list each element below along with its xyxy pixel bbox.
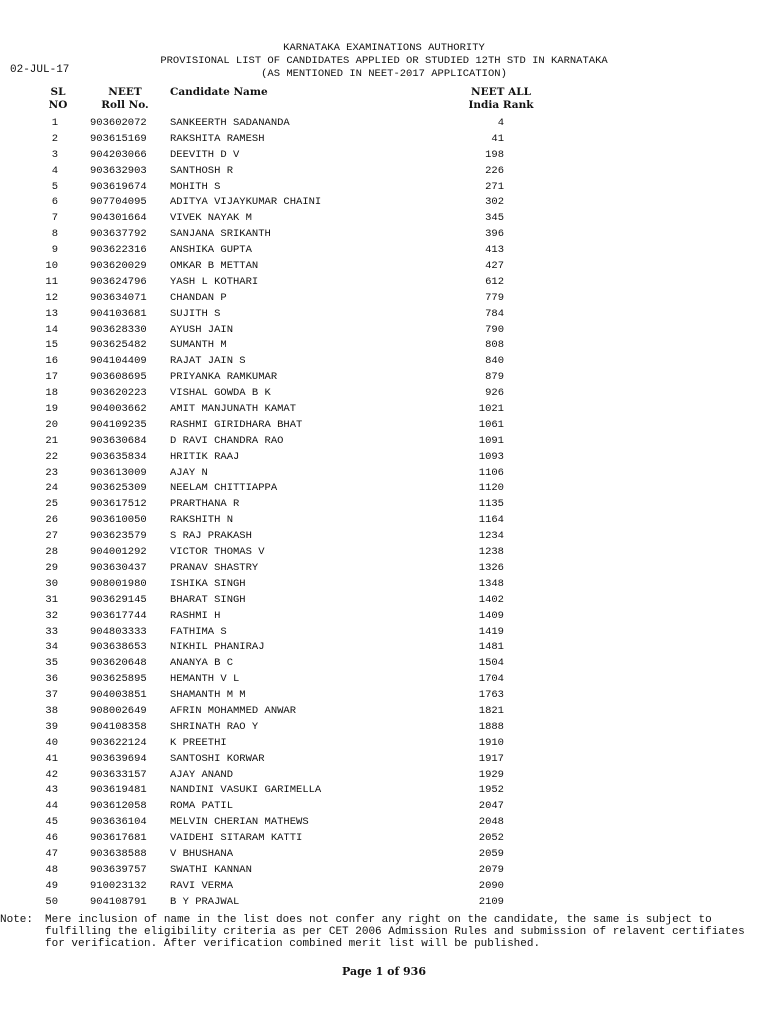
row-india-rank: 1704 xyxy=(478,673,504,686)
table-row xyxy=(0,609,768,625)
row-candidate-name: SANTOSHI KORWAR xyxy=(170,752,265,765)
table-row xyxy=(0,704,768,720)
row-roll-no: 903636104 xyxy=(90,816,147,829)
row-roll-no: 910023132 xyxy=(90,879,147,892)
table-row xyxy=(0,799,768,815)
row-sl: 24 xyxy=(45,482,58,495)
row-sl: 7 xyxy=(51,212,58,225)
row-roll-no: 903615169 xyxy=(90,132,147,145)
row-sl: 2 xyxy=(51,132,58,145)
row-candidate-name: AJAY ANAND xyxy=(170,768,234,781)
col-header-sl-line1: SL xyxy=(50,86,66,98)
row-candidate-name: RASHMI GIRIDHARA BHAT xyxy=(170,418,303,431)
row-candidate-name: ISHIKA SINGH xyxy=(170,577,246,590)
row-india-rank: 1419 xyxy=(478,625,504,638)
row-candidate-name: HEMANTH V L xyxy=(170,673,240,686)
table-row xyxy=(0,164,768,180)
row-candidate-name: AMIT MANJUNATH KAMAT xyxy=(170,403,297,416)
row-sl: 11 xyxy=(45,275,58,288)
table-row xyxy=(0,720,768,736)
row-sl: 6 xyxy=(51,196,58,209)
row-india-rank: 226 xyxy=(485,164,504,177)
table-row xyxy=(0,831,768,847)
table-row xyxy=(0,275,768,291)
row-candidate-name: SANTHOSH R xyxy=(170,164,234,177)
row-sl: 42 xyxy=(45,768,58,781)
row-sl: 13 xyxy=(45,307,58,320)
col-header-rank xyxy=(460,86,542,112)
table-row xyxy=(0,338,768,354)
table-row xyxy=(0,323,768,339)
row-roll-no: 903639694 xyxy=(90,752,147,765)
row-india-rank: 1952 xyxy=(478,784,504,797)
col-header-rank-line1: NEET ALL xyxy=(471,86,531,98)
row-candidate-name: RAVI VERMA xyxy=(170,879,234,892)
table-row xyxy=(0,752,768,768)
table-row xyxy=(0,386,768,402)
row-candidate-name: OMKAR B METTAN xyxy=(170,260,259,273)
row-sl: 41 xyxy=(45,752,58,765)
row-india-rank: 1763 xyxy=(478,689,504,702)
row-india-rank: 926 xyxy=(485,387,504,400)
row-india-rank: 879 xyxy=(485,371,504,384)
row-roll-no: 903619481 xyxy=(90,784,147,797)
table-row xyxy=(0,640,768,656)
row-india-rank: 808 xyxy=(485,339,504,352)
list-subtitle: (AS MENTIONED IN NEET-2017 APPLICATION) xyxy=(261,68,507,80)
table-row xyxy=(0,291,768,307)
row-sl: 43 xyxy=(45,784,58,797)
col-header-roll xyxy=(92,86,158,112)
row-india-rank: 1481 xyxy=(478,641,504,654)
row-india-rank: 1234 xyxy=(478,530,504,543)
row-candidate-name: BHARAT SINGH xyxy=(170,593,246,606)
row-sl: 26 xyxy=(45,514,58,527)
row-india-rank: 2048 xyxy=(478,816,504,829)
table-row xyxy=(0,418,768,434)
row-roll-no: 903635834 xyxy=(90,450,147,463)
row-sl: 48 xyxy=(45,863,58,876)
row-candidate-name: SANKEERTH SADANANDA xyxy=(170,117,290,129)
row-roll-no: 903625482 xyxy=(90,339,147,352)
row-roll-no: 903623579 xyxy=(90,530,147,543)
row-roll-no: 904108791 xyxy=(90,895,147,908)
row-sl: 25 xyxy=(45,498,58,511)
row-candidate-name: SANJANA SRIKANTH xyxy=(170,228,271,241)
table-row xyxy=(0,481,768,497)
row-roll-no: 903622316 xyxy=(90,244,147,257)
row-india-rank: 1135 xyxy=(478,498,504,511)
table-row xyxy=(0,243,768,259)
list-title: PROVISIONAL LIST OF CANDIDATES APPLIED OR STUDIED 12TH STD IN KARNATAKA xyxy=(160,55,608,67)
row-sl: 20 xyxy=(45,418,58,431)
row-india-rank: 1917 xyxy=(478,752,504,765)
row-roll-no: 903638588 xyxy=(90,847,147,860)
table-row xyxy=(0,736,768,752)
row-india-rank: 1910 xyxy=(478,736,504,749)
row-sl: 19 xyxy=(45,403,58,416)
row-sl: 44 xyxy=(45,800,58,813)
col-header-roll-line1: NEET xyxy=(108,86,142,98)
table-row xyxy=(0,529,768,545)
row-sl: 34 xyxy=(45,641,58,654)
row-roll-no: 903617681 xyxy=(90,832,147,845)
row-sl: 50 xyxy=(45,895,58,908)
row-roll-no: 903620029 xyxy=(90,260,147,273)
row-sl: 49 xyxy=(45,879,58,892)
table-row xyxy=(0,450,768,466)
col-header-sl xyxy=(44,86,72,112)
row-sl: 38 xyxy=(45,704,58,717)
col-header-name: Candidate Name xyxy=(170,86,268,98)
row-india-rank: 2090 xyxy=(478,879,504,892)
row-india-rank: 413 xyxy=(485,244,504,257)
row-sl: 5 xyxy=(51,180,58,193)
row-india-rank: 1402 xyxy=(478,593,504,606)
row-sl: 8 xyxy=(51,228,58,241)
row-roll-no: 908002649 xyxy=(90,704,147,717)
row-india-rank: 1504 xyxy=(478,657,504,670)
row-candidate-name: ROMA PATIL xyxy=(170,800,234,813)
row-india-rank: 271 xyxy=(485,180,504,193)
table-row xyxy=(0,466,768,482)
row-roll-no: 904109235 xyxy=(90,418,147,431)
row-india-rank: 2109 xyxy=(478,895,504,908)
table-row xyxy=(0,783,768,799)
candidate-table xyxy=(0,116,768,911)
row-roll-no: 903628330 xyxy=(90,323,147,336)
row-candidate-name: RAKSHITA RAMESH xyxy=(170,132,265,145)
note-text: Mere inclusion of name in the list does not confer any right on the candidate, the same is subject to fulfilling the eligibility criteria as per CET 2006 Admission Rules and submission of relavent certifiates for verification. After verification combined merit list will be published. xyxy=(45,914,745,950)
row-roll-no: 903625895 xyxy=(90,673,147,686)
table-row xyxy=(0,656,768,672)
row-sl: 15 xyxy=(45,339,58,352)
row-sl: 28 xyxy=(45,546,58,559)
row-sl: 46 xyxy=(45,832,58,845)
row-roll-no: 903617512 xyxy=(90,498,147,511)
row-roll-no: 903612058 xyxy=(90,800,147,813)
row-candidate-name: SWATHI KANNAN xyxy=(170,863,252,876)
row-candidate-name: FATHIMA S xyxy=(170,625,227,638)
row-sl: 18 xyxy=(45,387,58,400)
row-roll-no: 904103681 xyxy=(90,307,147,320)
table-row xyxy=(0,180,768,196)
row-sl: 30 xyxy=(45,577,58,590)
row-sl: 31 xyxy=(45,593,58,606)
table-row xyxy=(0,497,768,513)
row-candidate-name: SHRINATH RAO Y xyxy=(170,720,259,733)
row-india-rank: 2059 xyxy=(478,847,504,860)
row-india-rank: 2052 xyxy=(478,832,504,845)
table-row xyxy=(0,863,768,879)
row-candidate-name: B Y PRAJWAL xyxy=(170,895,240,908)
row-candidate-name: S RAJ PRAKASH xyxy=(170,530,252,543)
row-india-rank: 2079 xyxy=(478,863,504,876)
row-sl: 14 xyxy=(45,323,58,336)
row-sl: 1 xyxy=(51,117,58,129)
table-row xyxy=(0,561,768,577)
row-roll-no: 904108358 xyxy=(90,720,147,733)
row-candidate-name: K PREETHI xyxy=(170,736,227,749)
row-sl: 45 xyxy=(45,816,58,829)
row-candidate-name: RASHMI H xyxy=(170,609,221,622)
row-candidate-name: DEEVITH D V xyxy=(170,148,240,161)
table-row xyxy=(0,402,768,418)
row-candidate-name: PRIYANKA RAMKUMAR xyxy=(170,371,278,384)
row-india-rank: 345 xyxy=(485,212,504,225)
row-sl: 39 xyxy=(45,720,58,733)
authority-title: KARNATAKA EXAMINATIONS AUTHORITY xyxy=(283,42,485,54)
table-row xyxy=(0,847,768,863)
row-candidate-name: V BHUSHANA xyxy=(170,847,234,860)
table-row xyxy=(0,354,768,370)
row-india-rank: 1821 xyxy=(478,704,504,717)
row-candidate-name: NEELAM CHITTIAPPA xyxy=(170,482,278,495)
row-india-rank: 1929 xyxy=(478,768,504,781)
table-row xyxy=(0,545,768,561)
row-candidate-name: PRANAV SHASTRY xyxy=(170,561,259,574)
row-candidate-name: D RAVI CHANDRA RAO xyxy=(170,434,284,447)
table-row xyxy=(0,879,768,895)
row-sl: 27 xyxy=(45,530,58,543)
row-india-rank: 840 xyxy=(485,355,504,368)
row-india-rank: 790 xyxy=(485,323,504,336)
row-sl: 16 xyxy=(45,355,58,368)
row-sl: 36 xyxy=(45,673,58,686)
row-roll-no: 904001292 xyxy=(90,546,147,559)
row-india-rank: 1091 xyxy=(478,434,504,447)
table-row xyxy=(0,513,768,529)
row-india-rank: 612 xyxy=(485,275,504,288)
row-roll-no: 904003851 xyxy=(90,689,147,702)
row-roll-no: 904203066 xyxy=(90,148,147,161)
col-header-roll-line2: Roll No. xyxy=(101,99,149,111)
row-candidate-name: VAIDEHI SITARAM KATTI xyxy=(170,832,303,845)
row-candidate-name: ANSHIKA GUPTA xyxy=(170,244,252,257)
row-sl: 4 xyxy=(51,164,58,177)
row-candidate-name: MELVIN CHERIAN MATHEWS xyxy=(170,816,309,829)
row-roll-no: 903625309 xyxy=(90,482,147,495)
row-candidate-name: AFRIN MOHAMMED ANWAR xyxy=(170,704,297,717)
table-row xyxy=(0,672,768,688)
row-roll-no: 903630684 xyxy=(90,434,147,447)
row-india-rank: 784 xyxy=(485,307,504,320)
row-sl: 10 xyxy=(45,260,58,273)
col-header-rank-line2: India Rank xyxy=(468,99,534,111)
note-label: Note: xyxy=(0,914,34,926)
row-candidate-name: SHAMANTH M M xyxy=(170,689,246,702)
row-sl: 9 xyxy=(51,244,58,257)
row-roll-no: 903637792 xyxy=(90,228,147,241)
table-row xyxy=(0,577,768,593)
row-india-rank: 779 xyxy=(485,291,504,304)
row-roll-no: 903617744 xyxy=(90,609,147,622)
row-roll-no: 904104409 xyxy=(90,355,147,368)
row-sl: 32 xyxy=(45,609,58,622)
table-row xyxy=(0,132,768,148)
row-candidate-name: VIVEK NAYAK M xyxy=(170,212,252,225)
row-india-rank: 198 xyxy=(485,148,504,161)
table-row xyxy=(0,211,768,227)
col-header-sl-line2: NO xyxy=(48,99,68,111)
row-candidate-name: VISHAL GOWDA B K xyxy=(170,387,271,400)
row-roll-no: 907704095 xyxy=(90,196,147,209)
row-candidate-name: YASH L KOTHARI xyxy=(170,275,259,288)
table-row xyxy=(0,259,768,275)
row-india-rank: 1326 xyxy=(478,561,504,574)
table-row xyxy=(0,148,768,164)
row-candidate-name: HRITIK RAAJ xyxy=(170,450,240,463)
row-roll-no: 903622124 xyxy=(90,736,147,749)
row-india-rank: 1164 xyxy=(478,514,504,527)
row-sl: 23 xyxy=(45,466,58,479)
row-roll-no: 903619674 xyxy=(90,180,147,193)
row-candidate-name: RAJAT JAIN S xyxy=(170,355,246,368)
document-date: 02-JUL-17 xyxy=(10,64,70,76)
row-sl: 47 xyxy=(45,847,58,860)
row-india-rank: 1348 xyxy=(478,577,504,590)
row-candidate-name: AYUSH JAIN xyxy=(170,323,234,336)
table-row xyxy=(0,688,768,704)
row-candidate-name: NANDINI VASUKI GARIMELLA xyxy=(170,784,322,797)
row-sl: 21 xyxy=(45,434,58,447)
row-roll-no: 903638653 xyxy=(90,641,147,654)
table-row xyxy=(0,625,768,641)
row-candidate-name: CHANDAN P xyxy=(170,291,227,304)
row-roll-no: 903613009 xyxy=(90,466,147,479)
row-india-rank: 1106 xyxy=(478,466,504,479)
row-roll-no: 903602072 xyxy=(90,117,147,129)
row-sl: 17 xyxy=(45,371,58,384)
row-roll-no: 903634071 xyxy=(90,291,147,304)
row-roll-no: 903630437 xyxy=(90,561,147,574)
table-row xyxy=(0,116,768,132)
row-india-rank: 1888 xyxy=(478,720,504,733)
row-sl: 35 xyxy=(45,657,58,670)
row-sl: 12 xyxy=(45,291,58,304)
row-roll-no: 903620648 xyxy=(90,657,147,670)
row-india-rank: 1409 xyxy=(478,609,504,622)
row-roll-no: 908001980 xyxy=(90,577,147,590)
row-india-rank: 1021 xyxy=(478,403,504,416)
row-roll-no: 903608695 xyxy=(90,371,147,384)
row-sl: 3 xyxy=(51,148,58,161)
row-sl: 40 xyxy=(45,736,58,749)
row-india-rank: 2047 xyxy=(478,800,504,813)
row-roll-no: 903624796 xyxy=(90,275,147,288)
table-row xyxy=(0,307,768,323)
row-candidate-name: ADITYA VIJAYKUMAR CHAINI xyxy=(170,196,322,209)
row-candidate-name: AJAY N xyxy=(170,466,208,479)
row-roll-no: 903632903 xyxy=(90,164,147,177)
row-candidate-name: ANANYA B C xyxy=(170,657,234,670)
row-roll-no: 903629145 xyxy=(90,593,147,606)
table-row xyxy=(0,227,768,243)
page-number: Page 1 of 936 xyxy=(342,965,426,978)
table-row xyxy=(0,434,768,450)
row-india-rank: 302 xyxy=(485,196,504,209)
row-candidate-name: RAKSHITH N xyxy=(170,514,234,527)
row-candidate-name: SUJITH S xyxy=(170,307,221,320)
row-india-rank: 4 xyxy=(497,117,504,129)
row-candidate-name: PRARTHANA R xyxy=(170,498,240,511)
row-roll-no: 904301664 xyxy=(90,212,147,225)
row-sl: 29 xyxy=(45,561,58,574)
table-row xyxy=(0,195,768,211)
row-india-rank: 1093 xyxy=(478,450,504,463)
table-row xyxy=(0,768,768,784)
row-india-rank: 1238 xyxy=(478,546,504,559)
row-candidate-name: VICTOR THOMAS V xyxy=(170,546,265,559)
row-india-rank: 427 xyxy=(485,260,504,273)
row-candidate-name: SUMANTH M xyxy=(170,339,227,352)
row-roll-no: 903633157 xyxy=(90,768,147,781)
row-india-rank: 396 xyxy=(485,228,504,241)
row-roll-no: 903610050 xyxy=(90,514,147,527)
row-roll-no: 903620223 xyxy=(90,387,147,400)
row-india-rank: 41 xyxy=(491,132,504,145)
row-roll-no: 904803333 xyxy=(90,625,147,638)
row-sl: 37 xyxy=(45,689,58,702)
row-candidate-name: MOHITH S xyxy=(170,180,221,193)
row-roll-no: 904003662 xyxy=(90,403,147,416)
row-india-rank: 1120 xyxy=(478,482,504,495)
table-row xyxy=(0,895,768,911)
table-row xyxy=(0,593,768,609)
table-row xyxy=(0,815,768,831)
table-row xyxy=(0,370,768,386)
row-sl: 22 xyxy=(45,450,58,463)
row-candidate-name: NIKHIL PHANIRAJ xyxy=(170,641,265,654)
row-sl: 33 xyxy=(45,625,58,638)
row-india-rank: 1061 xyxy=(478,418,504,431)
row-roll-no: 903639757 xyxy=(90,863,147,876)
